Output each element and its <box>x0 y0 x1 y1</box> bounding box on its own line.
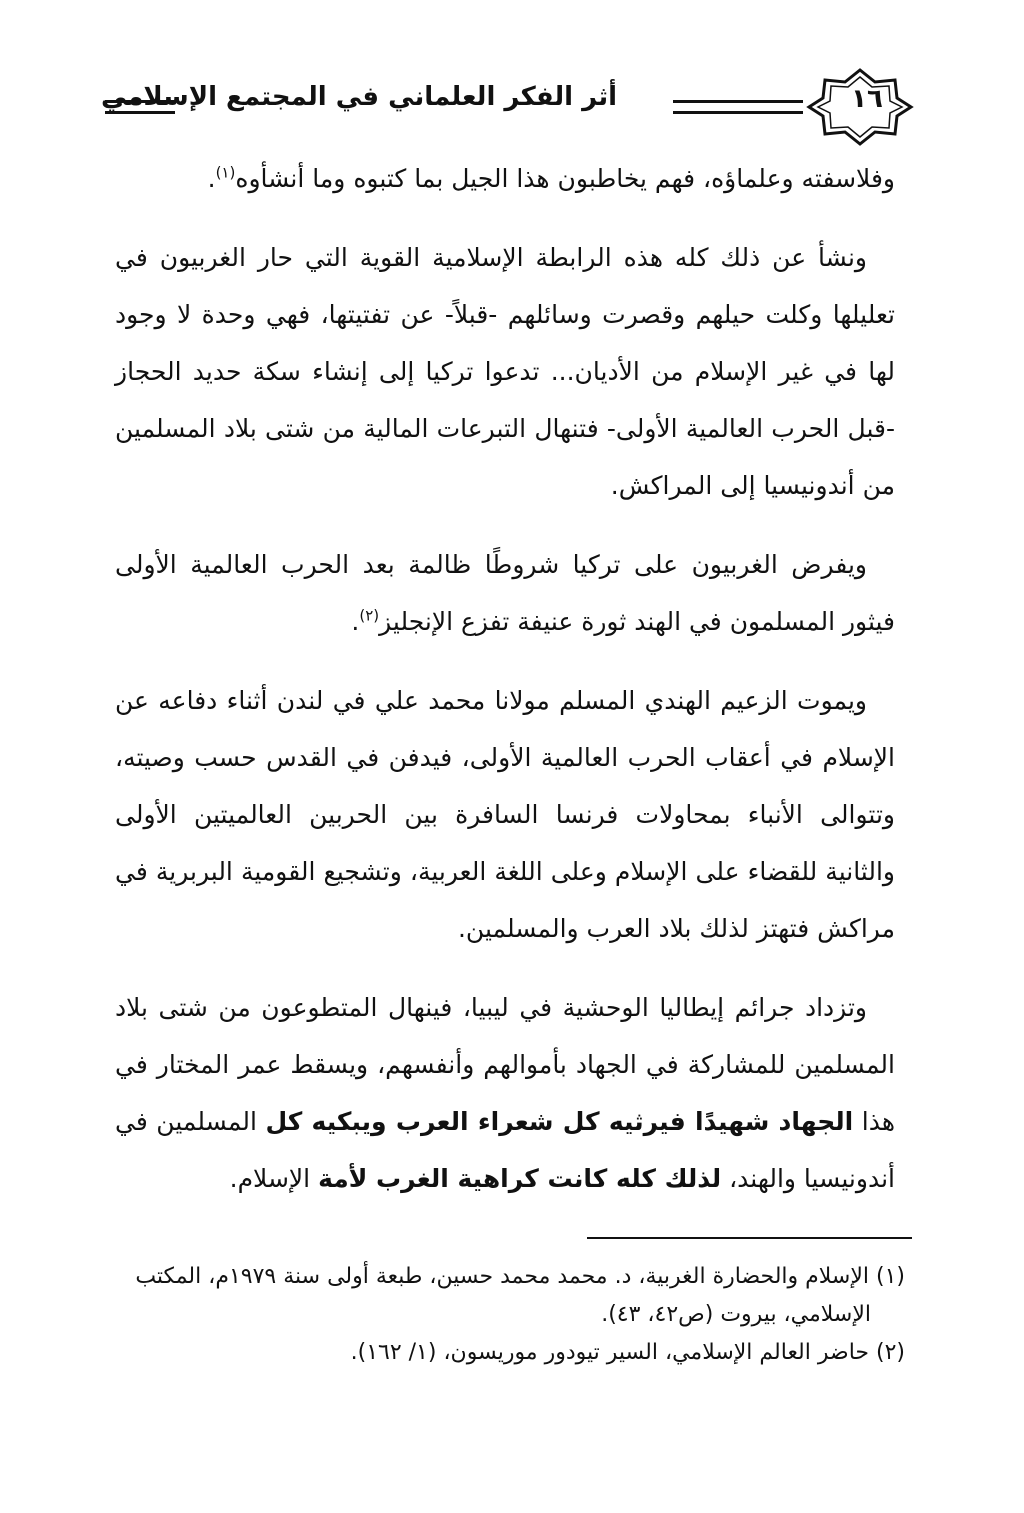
footnotes <box>125 1258 905 1372</box>
page-number: ١٦ <box>851 84 883 114</box>
footnote-1: (١) الإسلام والحضارة الغربية، د. محمد محمد حسين، طبعة أولى سنة ١٩٧٩م، المكتب <box>135 1264 905 1289</box>
footnote-ref-2[interactable]: (٢) <box>359 606 380 625</box>
paragraph-continuation <box>115 150 895 207</box>
header-rule-left <box>105 100 175 114</box>
footnote-2: (٢) حاضر العالم الإسلامي، السير تيودور موريسون، (١/ ١٦٢). <box>350 1340 905 1365</box>
header-rule-right <box>673 100 803 114</box>
paragraph-4-bold-d: لذلك كله كانت كراهية الغرب لأمة <box>318 1164 722 1193</box>
main-text <box>115 150 895 1229</box>
footnote-separator <box>587 1237 912 1239</box>
paragraph-2-text: ويفرض الغربيون على تركيا شروطًا ظالمة بعد الحرب العالمية الأولى فيثور المسلمون في الهند ثورة عنيفة تفزع الإنجليز <box>115 550 895 636</box>
paragraph-0-end: . <box>207 164 216 193</box>
paragraph-4-bold-b: الجهاد شهيدًا فيرثيه كل شعراء العرب ويبكيه كل <box>265 1107 854 1136</box>
paragraph-2 <box>115 536 895 650</box>
paragraph-0-text: وفلاسفته وعلماؤه، فهم يخاطبون هذا الجيل بما كتبوه وما أنشأوه <box>235 164 895 193</box>
paragraph-2-end: . <box>351 607 360 636</box>
footnote-1-continuation: الإسلامي، بيروت (ص٤٢، ٤٣). <box>601 1302 871 1327</box>
running-title: أثر الفكر العلماني في المجتمع الإسلامي <box>91 82 627 112</box>
paragraph-4-text-e: الإسلام. <box>229 1164 319 1193</box>
page-header <box>101 62 915 152</box>
paragraph-1: ونشأ عن ذلك كله هذه الرابطة الإسلامية القوية التي حار الغربيون في تعليلها وكلت حيلهم وقصرت وسائلهم -قبلاً- عن تفتيتها، فهي وحدة لا وجود لها في غير الإسلام من الأديان... تدعوا تركيا إلى إنشاء سكة حديد الحجاز -قبل الحرب العالمية الأولى- فتنهال التبرعات المالية من شتى بلاد المسلمين من أندونيسيا إلى المراكش. <box>115 243 895 500</box>
paragraph-3: ويموت الزعيم الهندي المسلم مولانا محمد علي في لندن أثناء دفاعه عن الإسلام في أعقاب الحرب العالمية الأولى، فيدفن في القدس حسب وصيته، وتتوالى الأنباء بمحاولات فرنسا السافرة بين الحربين العالميتين الأولى والثانية للقضاء على الإسلام وعلى اللغة العربية، وتشجيع القومية البربرية في مراكش فتهتز لذلك بلاد العرب والمسلمين. <box>115 686 895 943</box>
footnote-ref-1[interactable]: (١) <box>215 163 236 182</box>
paragraph-4 <box>115 979 895 1207</box>
paragraph-4-text-c: المسلمين في أندونيسيا والهند، <box>115 1107 895 1193</box>
paragraph-4-text-a: وتزداد جرائم إيطاليا الوحشية في ليبيا، فينهال المتطوعون من شتى بلاد المسلمين للمشاركة في الجهاد بأموالهم وأنفسهم، ويسقط عمر المختار في هذا <box>115 993 896 1136</box>
